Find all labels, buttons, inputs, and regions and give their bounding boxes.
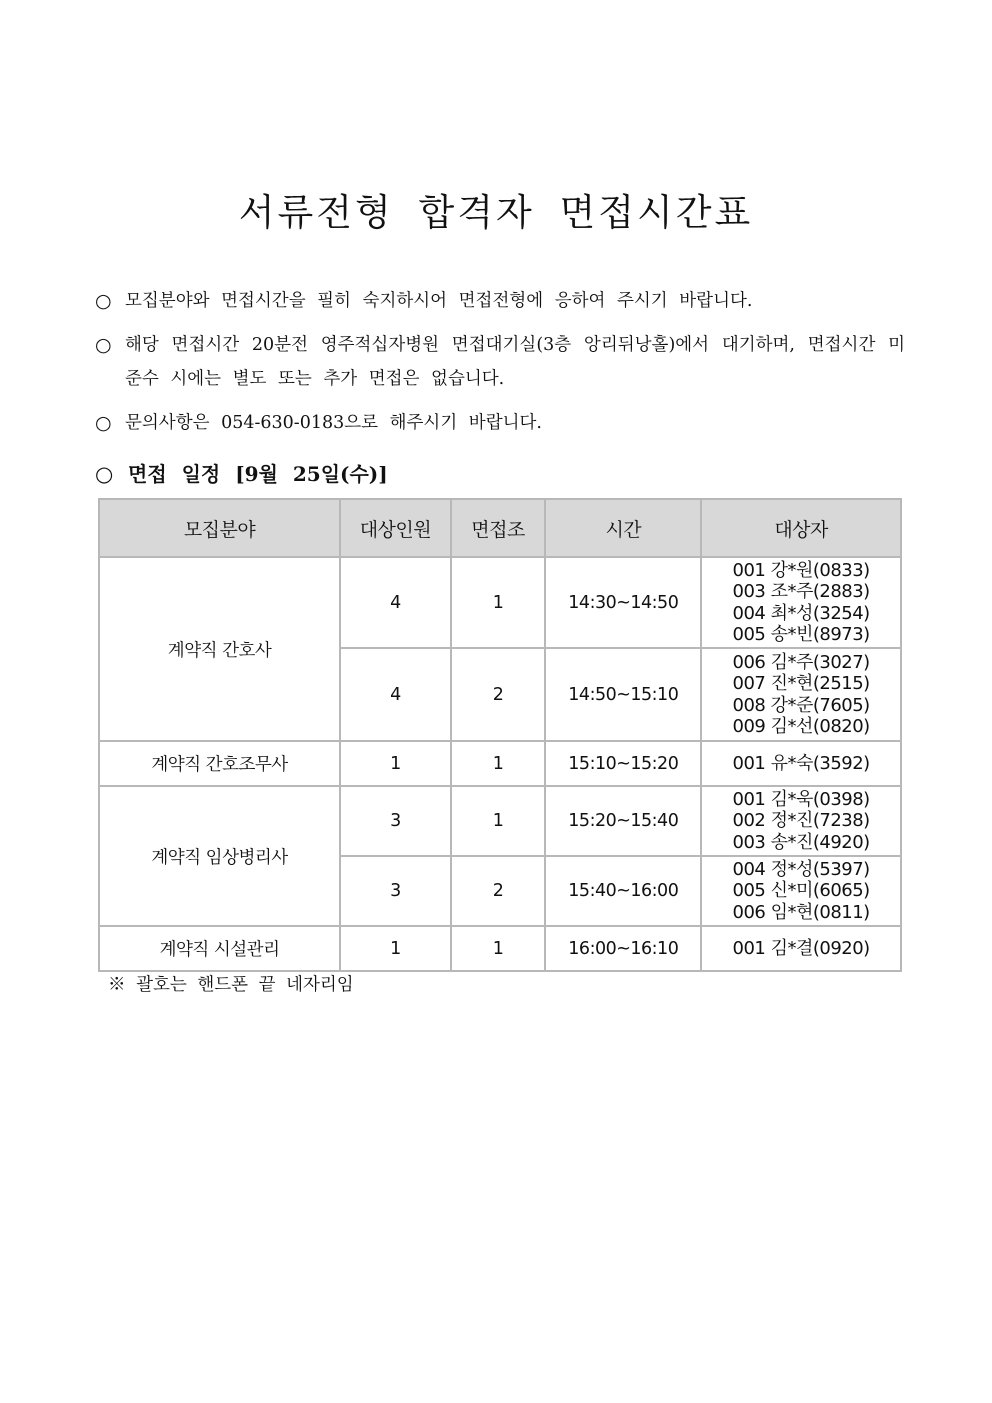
notice-list [95,284,905,450]
table-header-row [99,499,901,557]
count-cell: 3 [340,786,451,856]
target-entry: 005 신*미(6065) [732,880,870,902]
time-cell: 16:00~16:10 [545,926,701,971]
count-cell: 1 [340,741,451,786]
circle-bullet-icon: ○ [95,290,112,312]
targets-cell [701,786,901,856]
table-row [99,786,901,856]
page-title: 서류전형 합격자 면접시간표 [238,191,754,234]
notice-text: 모집분야와 면접시간을 필히 숙지하시어 면접전형에 응하여 주시기 바랍니다. [125,291,753,311]
footnote: ※ 괄호는 핸드폰 끝 네자리임 [108,975,354,995]
field-cell: 계약직 간호사 [99,557,340,741]
count-cell: 4 [340,648,451,741]
target-entry: 001 김*욱(0398) [732,788,870,810]
count-cell: 4 [340,557,451,648]
table-row [99,926,901,971]
targets-cell [701,926,901,971]
notice-item [95,406,905,440]
target-entry: 004 정*성(5397) [732,858,870,880]
target-entry: 002 정*진(7238) [732,810,870,832]
targets-cell [701,856,901,926]
targets-cell [701,741,901,786]
count-cell: 1 [340,926,451,971]
time-cell: 15:20~15:40 [545,786,701,856]
circle-bullet-icon: ○ [95,334,112,356]
time-cell: 15:10~15:20 [545,741,701,786]
time-cell: 14:50~15:10 [545,648,701,741]
target-entry: 008 강*준(7605) [732,694,870,716]
target-entry: 003 조*주(2883) [732,581,870,602]
group-cell: 2 [451,648,546,741]
notice-item [95,284,905,318]
section-heading [95,458,388,487]
target-entry: 009 김*선(0820) [732,716,870,737]
section-heading-text: 면접 일정 [9월 25일(수)] [128,462,388,486]
field-cell: 계약직 간호조무사 [99,741,340,786]
target-entry: 001 김*결(0920) [732,937,870,959]
target-entry: 006 김*주(3027) [732,651,870,673]
group-cell: 1 [451,926,546,971]
interview-schedule-table [98,498,902,972]
target-entry: 004 최*성(3254) [732,602,870,624]
target-entry: 001 강*원(0833) [732,559,870,581]
circle-bullet-icon: ○ [95,412,112,434]
group-cell: 2 [451,856,546,926]
target-entry: 001 유*숙(3592) [732,752,870,774]
notice-text: 해당 면접시간 20분전 영주적십자병원 면접대기실(3층 앙리뒤낭홀)에서 대기하며, 면접시간 미준수 시에는 별도 또는 추가 면접은 없습니다. [125,335,905,389]
table-row [99,741,901,786]
time-cell: 14:30~14:50 [545,557,701,648]
group-cell: 1 [451,786,546,856]
group-cell: 1 [451,557,546,648]
target-entry: 003 송*진(4920) [732,831,870,853]
target-entry: 005 송*빈(8973) [732,624,870,645]
header-field: 모집분야 [99,499,340,557]
notice-item [95,328,905,396]
header-group: 면접조 [451,499,546,557]
header-count: 대상인원 [340,499,451,557]
targets-cell [701,557,901,648]
table-row [99,557,901,648]
target-entry: 007 진*현(2515) [732,673,870,694]
field-cell: 계약직 임상병리사 [99,786,340,926]
header-targets: 대상자 [701,499,901,557]
header-time: 시간 [545,499,701,557]
target-entry: 006 임*현(0811) [732,901,870,923]
time-cell: 15:40~16:00 [545,856,701,926]
count-cell: 3 [340,856,451,926]
field-cell: 계약직 시설관리 [99,926,340,971]
notice-text: 문의사항은 054-630-0183으로 해주시기 바랍니다. [125,413,542,433]
targets-cell [701,648,901,741]
group-cell: 1 [451,741,546,786]
circle-bullet-icon: ○ [95,461,114,486]
